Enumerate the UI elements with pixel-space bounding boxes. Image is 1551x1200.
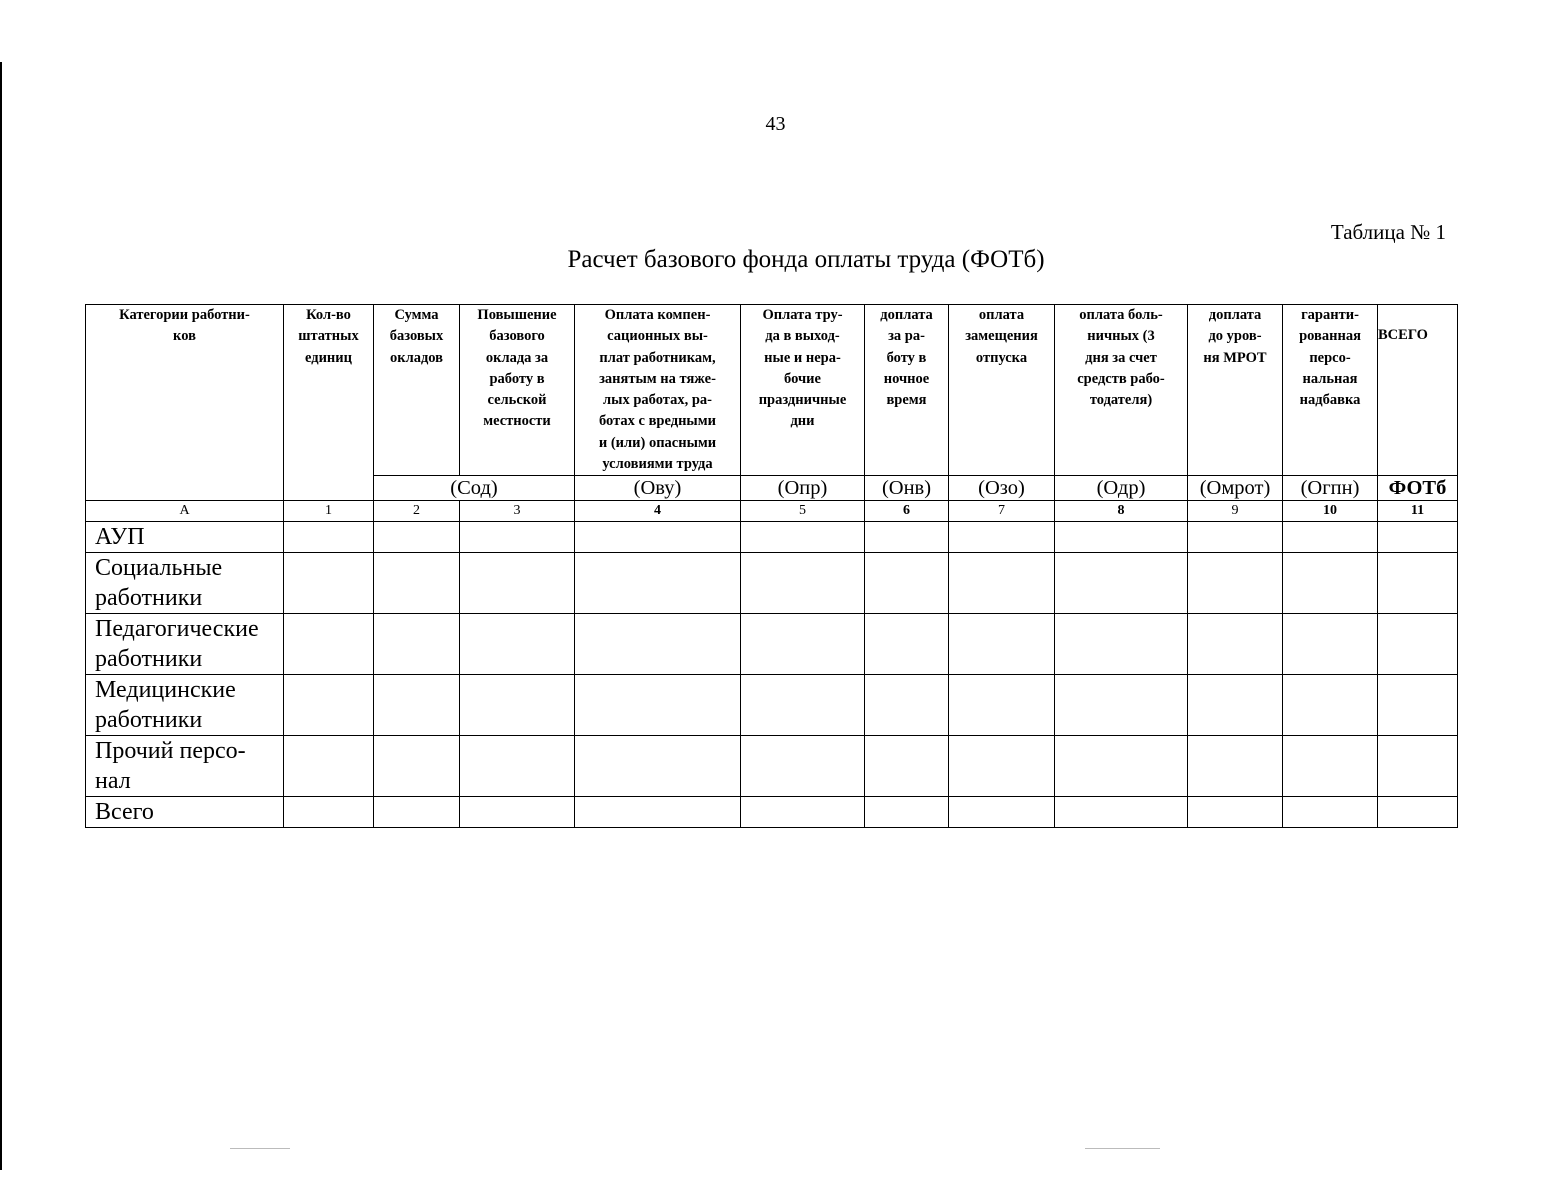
- value-cell: [575, 675, 741, 736]
- value-cell: [1055, 553, 1188, 614]
- page-number: 43: [765, 113, 786, 135]
- value-cell: [949, 675, 1055, 736]
- value-cell: [741, 675, 865, 736]
- value-cell: [575, 736, 741, 797]
- index-cell: 1: [284, 501, 374, 522]
- value-cell: [1283, 614, 1378, 675]
- table-row: [86, 553, 1458, 614]
- value-cell: [1378, 797, 1458, 828]
- row-label-pedagogical: Педагогические работники: [86, 614, 284, 675]
- code-sod: (Сод): [374, 476, 575, 501]
- index-cell: 4: [575, 501, 741, 522]
- value-cell: [1055, 522, 1188, 553]
- value-cell: [1188, 736, 1283, 797]
- value-cell: [284, 553, 374, 614]
- value-cell: [1188, 797, 1283, 828]
- row-label-other: Прочий персо- нал: [86, 736, 284, 797]
- code-odr: (Одр): [1055, 476, 1188, 501]
- index-cell: 10: [1283, 501, 1378, 522]
- left-margin-rule: [0, 62, 2, 1170]
- value-cell: [1378, 675, 1458, 736]
- value-cell: [741, 553, 865, 614]
- value-cell: [949, 553, 1055, 614]
- value-cell: [865, 522, 949, 553]
- value-cell: [575, 614, 741, 675]
- value-cell: [1055, 736, 1188, 797]
- value-cell: [1283, 522, 1378, 553]
- code-ozo: (Озо): [949, 476, 1055, 501]
- payroll-fund-table: [85, 304, 1458, 828]
- row-label-medical: Медицинские работники: [86, 675, 284, 736]
- value-cell: [1378, 614, 1458, 675]
- table-row: [86, 614, 1458, 675]
- value-cell: [374, 797, 460, 828]
- index-cell: 6: [865, 501, 949, 522]
- value-cell: [949, 522, 1055, 553]
- table-row: [86, 522, 1458, 553]
- value-cell: [460, 614, 575, 675]
- header-holiday-pay: Оплата тру- да в выход- ные и нера- бочие праздничные дни: [741, 305, 865, 476]
- value-cell: [741, 797, 865, 828]
- value-cell: [460, 522, 575, 553]
- value-cell: [284, 675, 374, 736]
- value-cell: [1378, 522, 1458, 553]
- value-cell: [460, 797, 575, 828]
- value-cell: [949, 797, 1055, 828]
- value-cell: [575, 522, 741, 553]
- table-row: [86, 797, 1458, 828]
- index-cell: 2: [374, 501, 460, 522]
- value-cell: [949, 736, 1055, 797]
- value-cell: [865, 797, 949, 828]
- value-cell: [1283, 675, 1378, 736]
- header-personal-bonus: гаранти- рованная персо- нальная надбавка: [1283, 305, 1378, 476]
- value-cell: [1188, 553, 1283, 614]
- value-cell: [1378, 553, 1458, 614]
- header-rural-increase: Повышение базового оклада за работу в сельской местности: [460, 305, 575, 476]
- value-cell: [374, 614, 460, 675]
- value-cell: [460, 736, 575, 797]
- value-cell: [741, 736, 865, 797]
- value-cell: [1055, 797, 1188, 828]
- code-ovu: (Ову): [575, 476, 741, 501]
- value-cell: [460, 675, 575, 736]
- value-cell: [865, 675, 949, 736]
- value-cell: [374, 736, 460, 797]
- scan-artifact: [230, 1148, 290, 1149]
- header-sick-leave: оплата боль- ничных (3 дня за счет средств рабо- тодателя): [1055, 305, 1188, 476]
- row-label-social: Социальные работники: [86, 553, 284, 614]
- value-cell: [1283, 797, 1378, 828]
- code-ogpn: (Огпн): [1283, 476, 1378, 501]
- header-night-pay: доплата за ра- боту в ночное время: [865, 305, 949, 476]
- value-cell: [284, 736, 374, 797]
- index-cell: 7: [949, 501, 1055, 522]
- code-fotb: ФОТб: [1378, 476, 1458, 501]
- index-cell: 9: [1188, 501, 1283, 522]
- header-row: [86, 305, 1458, 476]
- value-cell: [284, 522, 374, 553]
- table-row: [86, 675, 1458, 736]
- table-row: [86, 736, 1458, 797]
- value-cell: [1283, 553, 1378, 614]
- value-cell: [374, 553, 460, 614]
- header-category: Категории работни- ков: [86, 305, 284, 501]
- value-cell: [575, 797, 741, 828]
- row-label-aup: АУП: [86, 522, 284, 553]
- scan-artifact: [1085, 1148, 1160, 1149]
- value-cell: [374, 675, 460, 736]
- document-title: Расчет базового фонда оплаты труда (ФОТб): [567, 246, 1045, 273]
- header-vacation-substitution: оплата замещения отпуска: [949, 305, 1055, 476]
- header-minimum-wage: доплата до уров- ня МРОТ: [1188, 305, 1283, 476]
- value-cell: [284, 797, 374, 828]
- value-cell: [1378, 736, 1458, 797]
- code-omrot: (Омрот): [1188, 476, 1283, 501]
- code-onv: (Онв): [865, 476, 949, 501]
- value-cell: [865, 553, 949, 614]
- value-cell: [1188, 675, 1283, 736]
- index-cell: А: [86, 501, 284, 522]
- index-cell: 8: [1055, 501, 1188, 522]
- value-cell: [1188, 522, 1283, 553]
- index-cell: 5: [741, 501, 865, 522]
- table-caption: Таблица № 1: [1330, 220, 1446, 244]
- value-cell: [949, 614, 1055, 675]
- header-staff-units: Кол-во штатных единиц: [284, 305, 374, 501]
- value-cell: [865, 614, 949, 675]
- header-hazard-compensation: Оплата компен- сационных вы- плат работникам, занятым на тяже- лых работах, ра- ботах с вредными и (или) опасными условиями труда: [575, 305, 741, 476]
- row-label-total: Всего: [86, 797, 284, 828]
- value-cell: [865, 736, 949, 797]
- value-cell: [1055, 675, 1188, 736]
- value-cell: [284, 614, 374, 675]
- index-cell: 11: [1378, 501, 1458, 522]
- value-cell: [575, 553, 741, 614]
- value-cell: [1283, 736, 1378, 797]
- value-cell: [374, 522, 460, 553]
- header-base-salaries: Сумма базовых окладов: [374, 305, 460, 476]
- value-cell: [460, 553, 575, 614]
- value-cell: [741, 522, 865, 553]
- value-cell: [1188, 614, 1283, 675]
- value-cell: [1055, 614, 1188, 675]
- value-cell: [741, 614, 865, 675]
- code-opr: (Опр): [741, 476, 865, 501]
- index-cell: 3: [460, 501, 575, 522]
- header-total: ВСЕГО: [1378, 305, 1458, 476]
- index-row: [86, 501, 1458, 522]
